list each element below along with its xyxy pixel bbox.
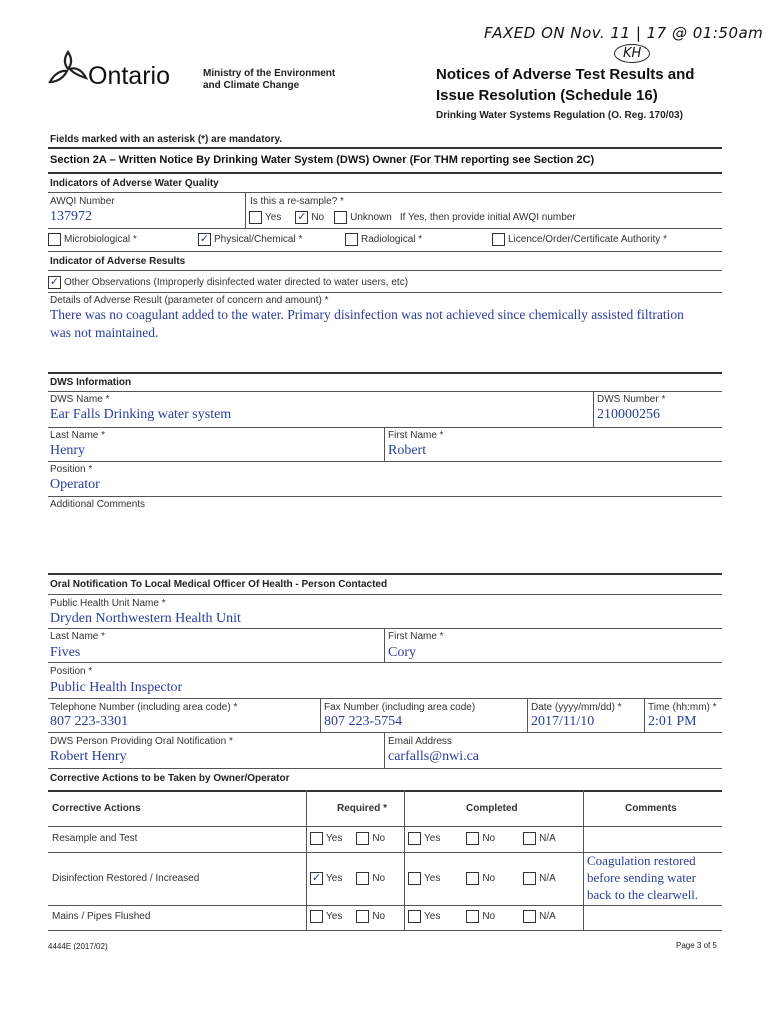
mandatory-note: Fields marked with an asterisk (*) are mandatory.	[50, 134, 283, 145]
disinfection-comment-line1[interactable]: Coagulation restored	[587, 853, 696, 868]
oral-last-name-label: Last Name *	[50, 631, 106, 642]
resample-no-checkbox[interactable]: ✓	[297, 211, 307, 223]
no-label: No	[372, 911, 386, 922]
dws-person-value[interactable]: Robert Henry	[50, 749, 127, 764]
phu-label: Public Health Unit Name *	[50, 598, 166, 609]
no-label: No	[372, 833, 386, 844]
dws-first-name-label: First Name *	[388, 430, 444, 441]
mains-required-no-checkbox[interactable]	[356, 910, 369, 923]
form-subtitle: Drinking Water Systems Regulation (O. Reg. 170/03)	[436, 110, 683, 121]
col-corrective-actions: Corrective Actions	[52, 803, 141, 814]
date-label: Date (yyyy/mm/dd) *	[531, 702, 622, 713]
telephone-label: Telephone Number (including area code) *	[50, 702, 238, 713]
col-completed: Completed	[466, 803, 518, 814]
resample-completed-no-checkbox[interactable]	[466, 832, 479, 845]
yes-label: Yes	[326, 911, 343, 922]
page-number: Page 3 of 5	[676, 941, 717, 950]
awqi-value[interactable]: 137972	[50, 209, 92, 224]
oral-position-label: Position *	[50, 666, 93, 677]
action-mains-flushed-label: Mains / Pipes Flushed	[52, 911, 151, 922]
telephone-value[interactable]: 807 223-3301	[50, 714, 129, 729]
oral-heading: Oral Notification To Local Medical Officer Of Health - Person Contacted	[50, 579, 388, 590]
disinfection-required-no-checkbox[interactable]	[356, 872, 369, 885]
corrective-heading: Corrective Actions to be Taken by Owner/Operator	[50, 773, 290, 784]
licence-checkbox[interactable]	[492, 233, 505, 246]
additional-comments-label: Additional Comments	[50, 499, 146, 510]
dws-last-name-value[interactable]: Henry	[50, 443, 85, 458]
oral-first-name-label: First Name *	[388, 631, 444, 642]
dws-last-name-label: Last Name *	[50, 430, 106, 441]
fax-initials: KH	[614, 44, 650, 63]
action-disinfection-label: Disinfection Restored / Increased	[52, 873, 200, 884]
indicators-heading: Indicators of Adverse Water Quality	[50, 178, 219, 189]
na-label: N/A	[539, 833, 556, 844]
yes-label: Yes	[326, 833, 343, 844]
details-label: Details of Adverse Result (parameter of concern and amount) *	[50, 295, 329, 306]
fax-number-label: Fax Number (including area code)	[324, 702, 476, 713]
dws-number-label: DWS Number *	[597, 394, 666, 405]
email-value[interactable]: carfalls@nwi.ca	[388, 749, 480, 764]
section-title: Section 2A – Written Notice By Drinking Water System (DWS) Owner (For THM reporting see Section 2C)	[50, 154, 595, 166]
dws-position-value[interactable]: Operator	[50, 477, 100, 492]
awqi-label: AWQI Number	[50, 196, 115, 207]
physical-chemical-checkbox[interactable]: ✓	[199, 233, 210, 245]
dws-position-label: Position *	[50, 464, 93, 475]
resample-completed-na-checkbox[interactable]	[523, 832, 536, 845]
date-value[interactable]: 2017/11/10	[531, 714, 595, 729]
col-required: Required *	[337, 803, 388, 814]
radiological-checkbox[interactable]	[345, 233, 358, 246]
resample-required-yes-checkbox[interactable]	[310, 832, 323, 845]
na-label: N/A	[539, 911, 556, 922]
resample-no-label: No	[311, 212, 325, 223]
dws-person-label: DWS Person Providing Oral Notification *	[50, 736, 233, 747]
disinfection-comment-line3[interactable]: back to the clearwell.	[587, 887, 699, 902]
mains-completed-na-checkbox[interactable]	[523, 910, 536, 923]
details-line2[interactable]: was not maintained.	[50, 325, 159, 340]
resample-yes-label: Yes	[265, 212, 282, 223]
resample-completed-yes-checkbox[interactable]	[408, 832, 421, 845]
no-label: No	[482, 911, 496, 922]
oral-position-value[interactable]: Public Health Inspector	[50, 680, 183, 695]
ministry-line1: Ministry of the Environment	[203, 68, 336, 79]
mains-required-yes-checkbox[interactable]	[310, 910, 323, 923]
dws-name-value[interactable]: Ear Falls Drinking water system	[50, 407, 232, 422]
form-title-line1: Notices of Adverse Test Results and	[436, 66, 695, 83]
disinfection-completed-yes-checkbox[interactable]	[408, 872, 421, 885]
microbiological-label: Microbiological *	[64, 234, 137, 245]
no-label: No	[482, 833, 496, 844]
yes-label: Yes	[424, 873, 441, 884]
dws-first-name-value[interactable]: Robert	[388, 443, 427, 458]
na-label: N/A	[539, 873, 556, 884]
oral-last-name-value[interactable]: Fives	[50, 645, 81, 660]
resample-required-no-checkbox[interactable]	[356, 832, 369, 845]
microbiological-checkbox[interactable]	[48, 233, 61, 246]
time-label: Time (hh:mm) *	[648, 702, 717, 713]
yes-label: Yes	[424, 911, 441, 922]
initial-awqi-label: If Yes, then provide initial AWQI number	[399, 212, 576, 223]
disinfection-completed-na-checkbox[interactable]	[523, 872, 536, 885]
disinfection-comment-line2[interactable]: before sending water	[587, 870, 697, 885]
action-resample-label: Resample and Test	[52, 833, 138, 844]
no-label: No	[372, 873, 386, 884]
dws-heading: DWS Information	[50, 377, 132, 388]
form-code: 4444E (2017/02)	[48, 942, 108, 951]
dws-number-value[interactable]: 210000256	[597, 407, 660, 422]
ministry-line2: and Climate Change	[203, 80, 300, 91]
mains-completed-yes-checkbox[interactable]	[408, 910, 421, 923]
resample-label: Is this a re-sample? *	[250, 196, 344, 207]
licence-label: Licence/Order/Certificate Authority *	[508, 234, 667, 245]
resample-unknown-checkbox[interactable]	[334, 211, 347, 224]
radiological-label: Radiological *	[361, 234, 423, 245]
physical-chemical-label: Physical/Chemical *	[214, 234, 303, 245]
details-line1[interactable]: There was no coagulant added to the water. Primary disinfection was not achieved since chemically assisted filtration	[50, 307, 684, 322]
resample-yes-checkbox[interactable]	[249, 211, 262, 224]
trillium-icon	[46, 48, 90, 92]
ontario-logo	[46, 48, 196, 94]
no-label: No	[482, 873, 496, 884]
other-observations-label: Other Observations (Improperly disinfected water directed to water users, etc)	[64, 277, 409, 288]
phu-value[interactable]: Dryden Northwestern Health Unit	[50, 611, 241, 626]
form-title-line2: Issue Resolution (Schedule 16)	[436, 87, 658, 104]
fax-number-value[interactable]: 807 223-5754	[324, 714, 403, 729]
yes-label: Yes	[326, 873, 343, 884]
email-label: Email Address	[388, 736, 452, 747]
disinfection-completed-no-checkbox[interactable]	[466, 872, 479, 885]
yes-label: Yes	[424, 833, 441, 844]
disinfection-required-yes-checkbox[interactable]: ✓	[311, 872, 322, 884]
oral-first-name-value[interactable]: Cory	[388, 645, 416, 660]
fax-note: FAXED ON Nov. 11 | 17 @ 01:50am	[484, 24, 764, 42]
dws-name-label: DWS Name *	[50, 394, 110, 405]
col-comments: Comments	[625, 803, 677, 814]
adverse-heading: Indicator of Adverse Results	[50, 256, 186, 267]
resample-unknown-label: Unknown	[350, 212, 392, 223]
time-value[interactable]: 2:01 PM	[648, 714, 697, 729]
mains-completed-no-checkbox[interactable]	[466, 910, 479, 923]
logo-text: Ontario	[88, 62, 170, 90]
other-observations-checkbox[interactable]: ✓	[49, 276, 60, 288]
